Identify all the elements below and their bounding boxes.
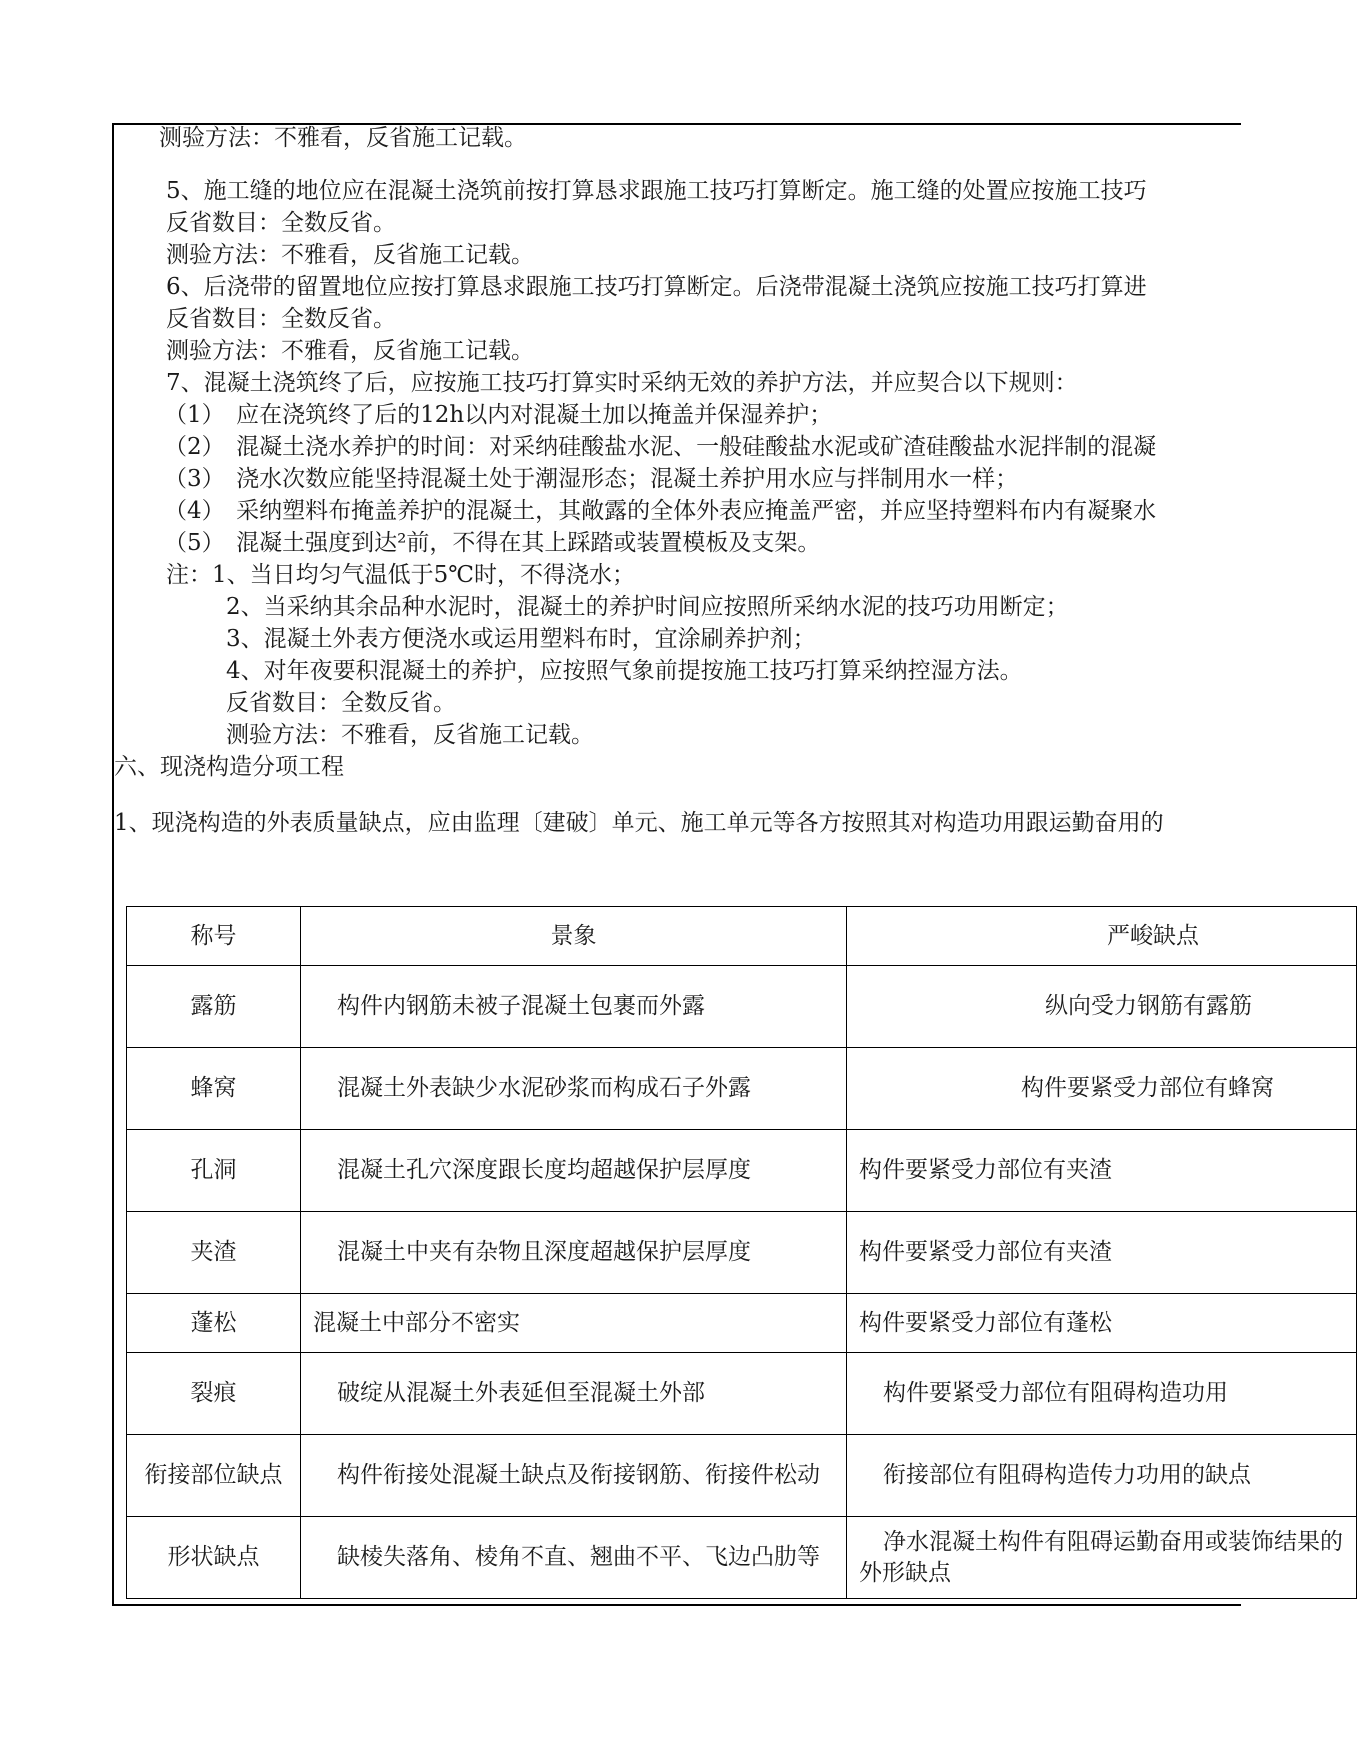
table-cell: 构件要紧受力部位有蓬松 <box>847 1294 1357 1353</box>
text-line: 3、混凝土外表方便浇水或运用塑料布时，宜涂刷养护剂； <box>226 626 816 652</box>
table-row <box>127 966 1357 1048</box>
text-line: （2） 混凝土浇水养护的时间：对采纳硅酸盐水泥、一般硅酸盐水泥或矿渣硅酸盐水泥拌制的混凝 <box>164 434 1157 460</box>
table-cell: 构件要紧受力部位有蜂窝 <box>847 1048 1357 1130</box>
table-row <box>127 1048 1357 1130</box>
text-line: 反省数目：全数反省。 <box>226 690 456 716</box>
text-line: 1、现浇构造的外表质量缺点，应由监理〔建破〕单元、施工单元等各方按照其对构造功用跟运勤奋用的 <box>114 810 1164 836</box>
text-line: 测验方法：不雅看，反省施工记载。 <box>166 338 534 364</box>
table-cell: 混凝土外表缺少水泥砂浆而构成石子外露 <box>301 1048 847 1130</box>
text-line: 反省数目：全数反省。 <box>166 210 396 236</box>
table-header-row <box>127 907 1357 966</box>
table-cell: 孔洞 <box>127 1130 301 1212</box>
defects-table <box>126 906 1357 1599</box>
table-cell: 混凝土中部分不密实 <box>301 1294 847 1353</box>
table-cell: 纵向受力钢筋有露筋 <box>847 966 1357 1048</box>
table-cell: 衔接部位有阻碍构造传力功用的缺点 <box>847 1435 1357 1517</box>
table-cell: 构件衔接处混凝土缺点及衔接钢筋、衔接件松动 <box>301 1435 847 1517</box>
table-cell: 混凝土孔穴深度跟长度均超越保护层厚度 <box>301 1130 847 1212</box>
text-line: 7、混凝土浇筑终了后，应按施工技巧打算实时采纳无效的养护方法，并应契合以下规则： <box>166 370 1078 396</box>
table-cell: 蜂窝 <box>127 1048 301 1130</box>
table-cell: 缺棱失落角、棱角不直、翘曲不平、飞边凸肋等 <box>301 1517 847 1599</box>
text-line: 测验方法：不雅看，反省施工记载。 <box>226 722 594 748</box>
table-cell: 露筋 <box>127 966 301 1048</box>
table-cell: 蓬松 <box>127 1294 301 1353</box>
table-cell: 裂痕 <box>127 1353 301 1435</box>
text-line: 测验方法：不雅看，反省施工记载。 <box>166 242 534 268</box>
text-line: 2、当采纳其余品种水泥时，混凝土的养护时间应按照所采纳水泥的技巧功用断定； <box>226 594 1069 620</box>
column-header: 景象 <box>301 907 847 966</box>
column-header: 称号 <box>127 907 301 966</box>
column-header: 严峻缺点 <box>847 907 1357 966</box>
text-line: 6、后浇带的留置地位应按打算恳求跟施工技巧打算断定。后浇带混凝土浇筑应按施工技巧打算进 <box>166 274 1147 300</box>
table-row <box>127 1353 1357 1435</box>
table-cell: 构件要紧受力部位有夹渣 <box>847 1212 1357 1294</box>
table-cell: 净水混凝土构件有阻碍运勤奋用或装饰结果的外形缺点 <box>847 1517 1357 1599</box>
table-cell: 破绽从混凝土外表延但至混凝土外部 <box>301 1353 847 1435</box>
table-cell: 构件内钢筋未被子混凝土包裹而外露 <box>301 966 847 1048</box>
document-frame <box>112 123 1343 1606</box>
text-line: （1） 应在浇筑终了后的12h以内对混凝土加以掩盖并保湿养护； <box>164 402 833 428</box>
text-line: 5、施工缝的地位应在混凝土浇筑前按打算恳求跟施工技巧打算断定。施工缝的处置应按施工技巧 <box>166 178 1147 204</box>
text-line: 测验方法：不雅看，反省施工记载。 <box>159 125 527 151</box>
table-row <box>127 1435 1357 1517</box>
table-row <box>127 1517 1357 1599</box>
text-line: （3） 浇水次数应能坚持混凝土处于潮湿形态；混凝土养护用水应与拌制用水一样； <box>164 466 1019 492</box>
table-cell: 构件要紧受力部位有阻碍构造功用 <box>847 1353 1357 1435</box>
section-heading: 六、现浇构造分项工程 <box>114 754 344 780</box>
table-row <box>127 1130 1357 1212</box>
text-line: （4） 采纳塑料布掩盖养护的混凝土，其敞露的全体外表应掩盖严密，并应坚持塑料布内有凝聚水 <box>164 498 1157 524</box>
text-line: 注：1、当日均匀气温低于5℃时，不得浇水； <box>166 562 635 588</box>
text-line: 反省数目：全数反省。 <box>166 306 396 332</box>
table-cell: 夹渣 <box>127 1212 301 1294</box>
table-row <box>127 1212 1357 1294</box>
text-line: （5） 混凝土强度到达²前，不得在其上踩踏或装置模板及支架。 <box>164 530 821 556</box>
table-cell: 构件要紧受力部位有夹渣 <box>847 1130 1357 1212</box>
table-cell: 形状缺点 <box>127 1517 301 1599</box>
table-cell: 衔接部位缺点 <box>127 1435 301 1517</box>
table-cell: 混凝土中夹有杂物且深度超越保护层厚度 <box>301 1212 847 1294</box>
table-row <box>127 1294 1357 1353</box>
text-line: 4、对年夜要积混凝土的养护，应按照气象前提按施工技巧打算采纳控湿方法。 <box>226 658 1023 684</box>
